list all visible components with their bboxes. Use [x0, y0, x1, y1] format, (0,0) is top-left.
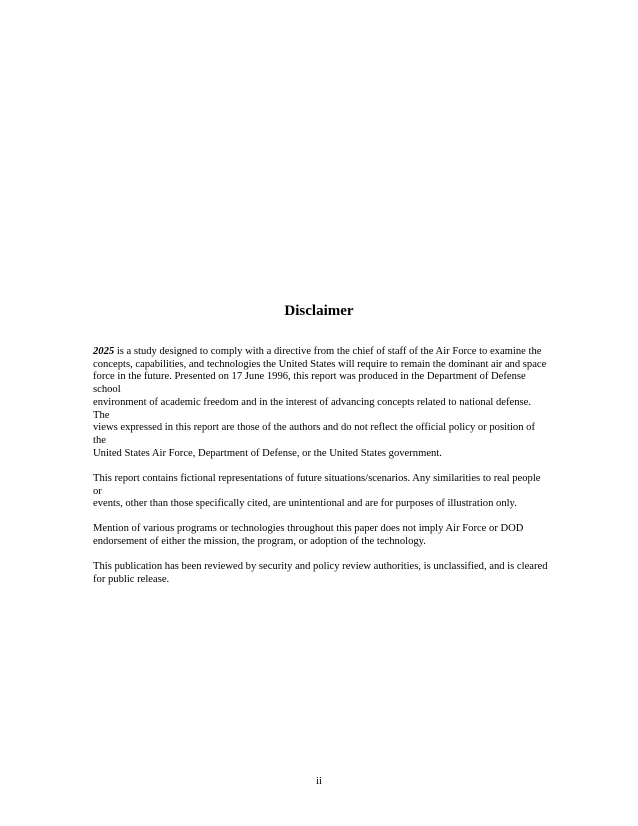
paragraph-release-notice: [93, 561, 548, 586]
disclaimer-body: [93, 346, 548, 599]
paragraph-line: views expressed in this report are those of the authors and do not reflect the official policy or position of the: [93, 422, 535, 446]
page-number: ii: [316, 776, 322, 787]
paragraph-endorsement-notice: [93, 523, 548, 548]
paragraph-line: Mention of various programs or technologies throughout this paper does not imply Air Force or DOD: [93, 523, 524, 535]
paragraph-line: This publication has been reviewed by security and policy review authorities, is unclassified, and is cleared: [93, 561, 548, 573]
paragraph-line: for public release.: [93, 574, 170, 586]
paragraph-study-description: [93, 346, 548, 460]
paragraph-line: United States Air Force, Department of Defense, or the United States government.: [93, 447, 442, 459]
paragraph-line: environment of academic freedom and in the interest of advancing concepts related to national defense. The: [93, 396, 531, 421]
paragraph-line: concepts, capabilities, and technologies the United States will require to remain the dominant air and space: [93, 358, 547, 370]
paragraph-line: force in the future. Presented on 17 June 1996, this report was produced in the Department of Defense school: [93, 371, 526, 396]
paragraph-line: events, other than those specifically cited, are unintentional and are for purposes of illustration only.: [93, 498, 517, 510]
paragraph-line: is a study designed to comply with a directive from the chief of staff of the Air Force to examine the: [114, 346, 542, 357]
paragraph-line: This report contains fictional representations of future situations/scenarios. Any similarities to real people or: [93, 472, 541, 497]
paragraph-fiction-notice: [93, 473, 548, 511]
study-name: 2025: [93, 346, 115, 357]
page-title: Disclaimer: [284, 303, 354, 319]
paragraph-line: endorsement of either the mission, the program, or adoption of the technology.: [93, 536, 426, 548]
